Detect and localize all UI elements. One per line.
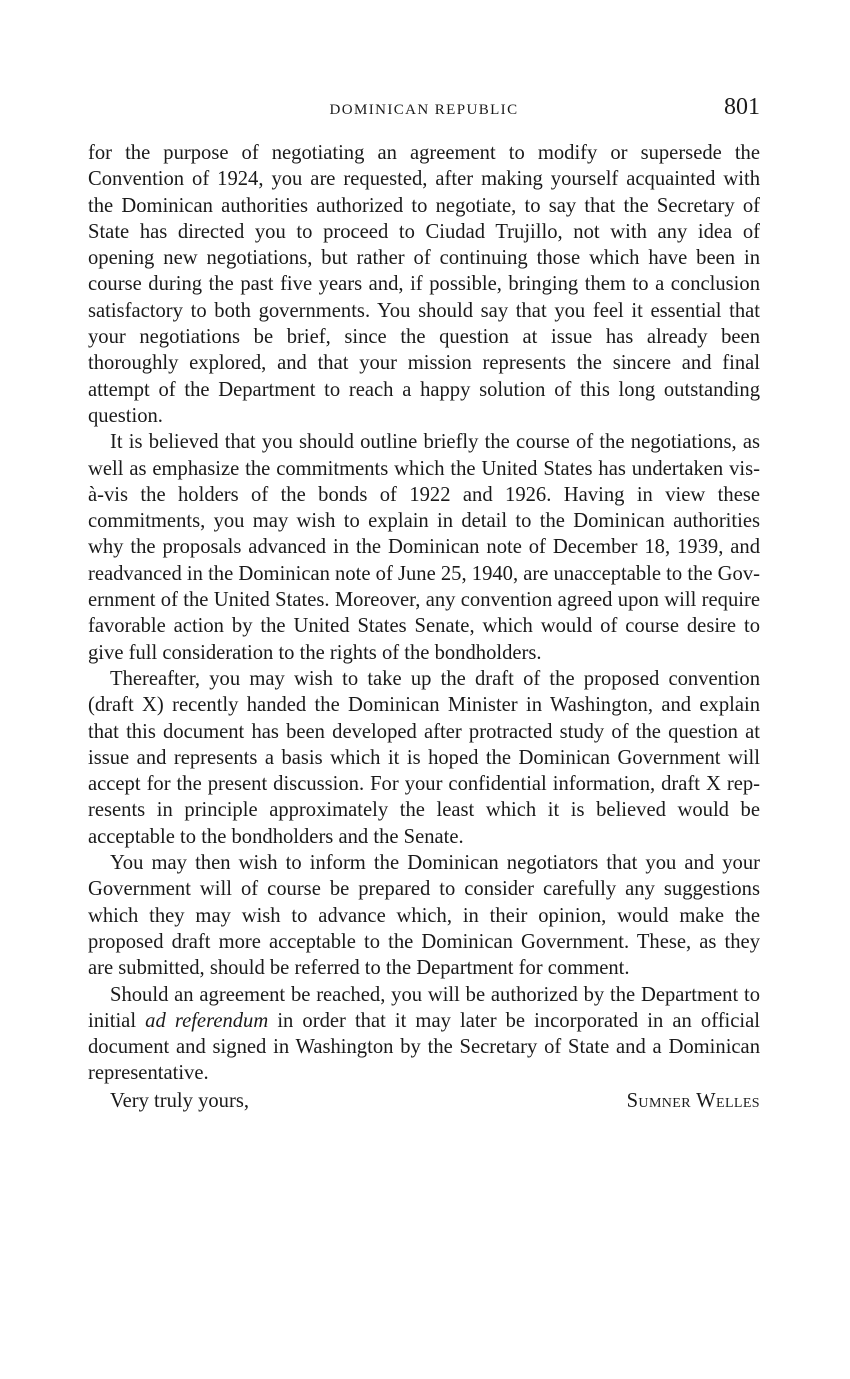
- complimentary-close: Very truly yours,: [110, 1089, 249, 1112]
- paragraph-agreement: [88, 982, 760, 1087]
- agreement-text-after: in order that it may later be incorporated in an official document and signed in Washington by the Secretary of State and a Dominican representative.: [88, 1009, 761, 1085]
- paragraph-suggestions: You may then wish to inform the Dominican negotiators that you and your Government will of course be prepared to consider carefully any suggestions which they may wish to advance which, in their opinion, would make the proposed draft more acceptable to the Dominican Government. These, as they are submitted, should be referred to the Department for comment.: [88, 852, 760, 980]
- closing-line: [88, 1088, 760, 1114]
- running-head: [88, 96, 760, 132]
- paragraph-continuation: for the purpose of negotiating an agreement to modify or supersede the Convention of 1924, you are requested, after making yourself acquainted with the Dominican authorities authorized to negotiate, to say that the Secretary of State has directed you to proceed to Ciudad Trujillo, not with any idea of opening new negotiations, but rather of continuing those which have been in course during the past five years and, if possible, bringing them to a conclusion satisfactory to both governments. You should say that you feel it essential that your negotiations be brief, since the question at issue has already been thoroughly explored, and that your mission represents the sincere and final attempt of the Department to reach a happy solution of this long outstanding question.: [88, 142, 760, 427]
- document-page: [88, 96, 760, 1114]
- ad-referendum-italic: ad referendum: [145, 1009, 269, 1032]
- agreement-text-before: Should an agreement be reached, you will be authorized by the Department to initial: [88, 983, 760, 1032]
- paragraph-draft-x: Thereafter, you may wish to take up the draft of the proposed convention (draft X) recently handed the Dominican Minister in Washington, and explain that this document has been developed after protracted study of the question at issue and represents a basis which it is hoped the Dominican Government will accept for the present discussion. For your confidential information, draft X represents in principle approximately the least which it is believed would be acceptable to the bondholders and the Senate.: [88, 667, 760, 848]
- paragraph-negotiations-outline: It is believed that you should outline briefly the course of the negotiations, as well as emphasize the commitments which the United States has undertaken vis-à-vis the holders of the bonds of 1922 and 1926. Having in view these commitments, you may wish to explain in detail to the Dominican authorities why the proposals advanced in the Dominican note of December 18, 1939, and readvanced in the Dominican note of June 25, 1940, are unacceptable to the Government of the United States. Moreover, any convention agreed upon will require favorable action by the United States Senate, which would of course desire to give full consideration to the rights of the bondholders.: [88, 431, 760, 664]
- letter-body: [88, 140, 760, 1114]
- page-number: 801: [724, 94, 760, 120]
- running-title: DOMINICAN REPUBLIC: [329, 102, 519, 118]
- signature: Sumner Welles: [626, 1089, 760, 1112]
